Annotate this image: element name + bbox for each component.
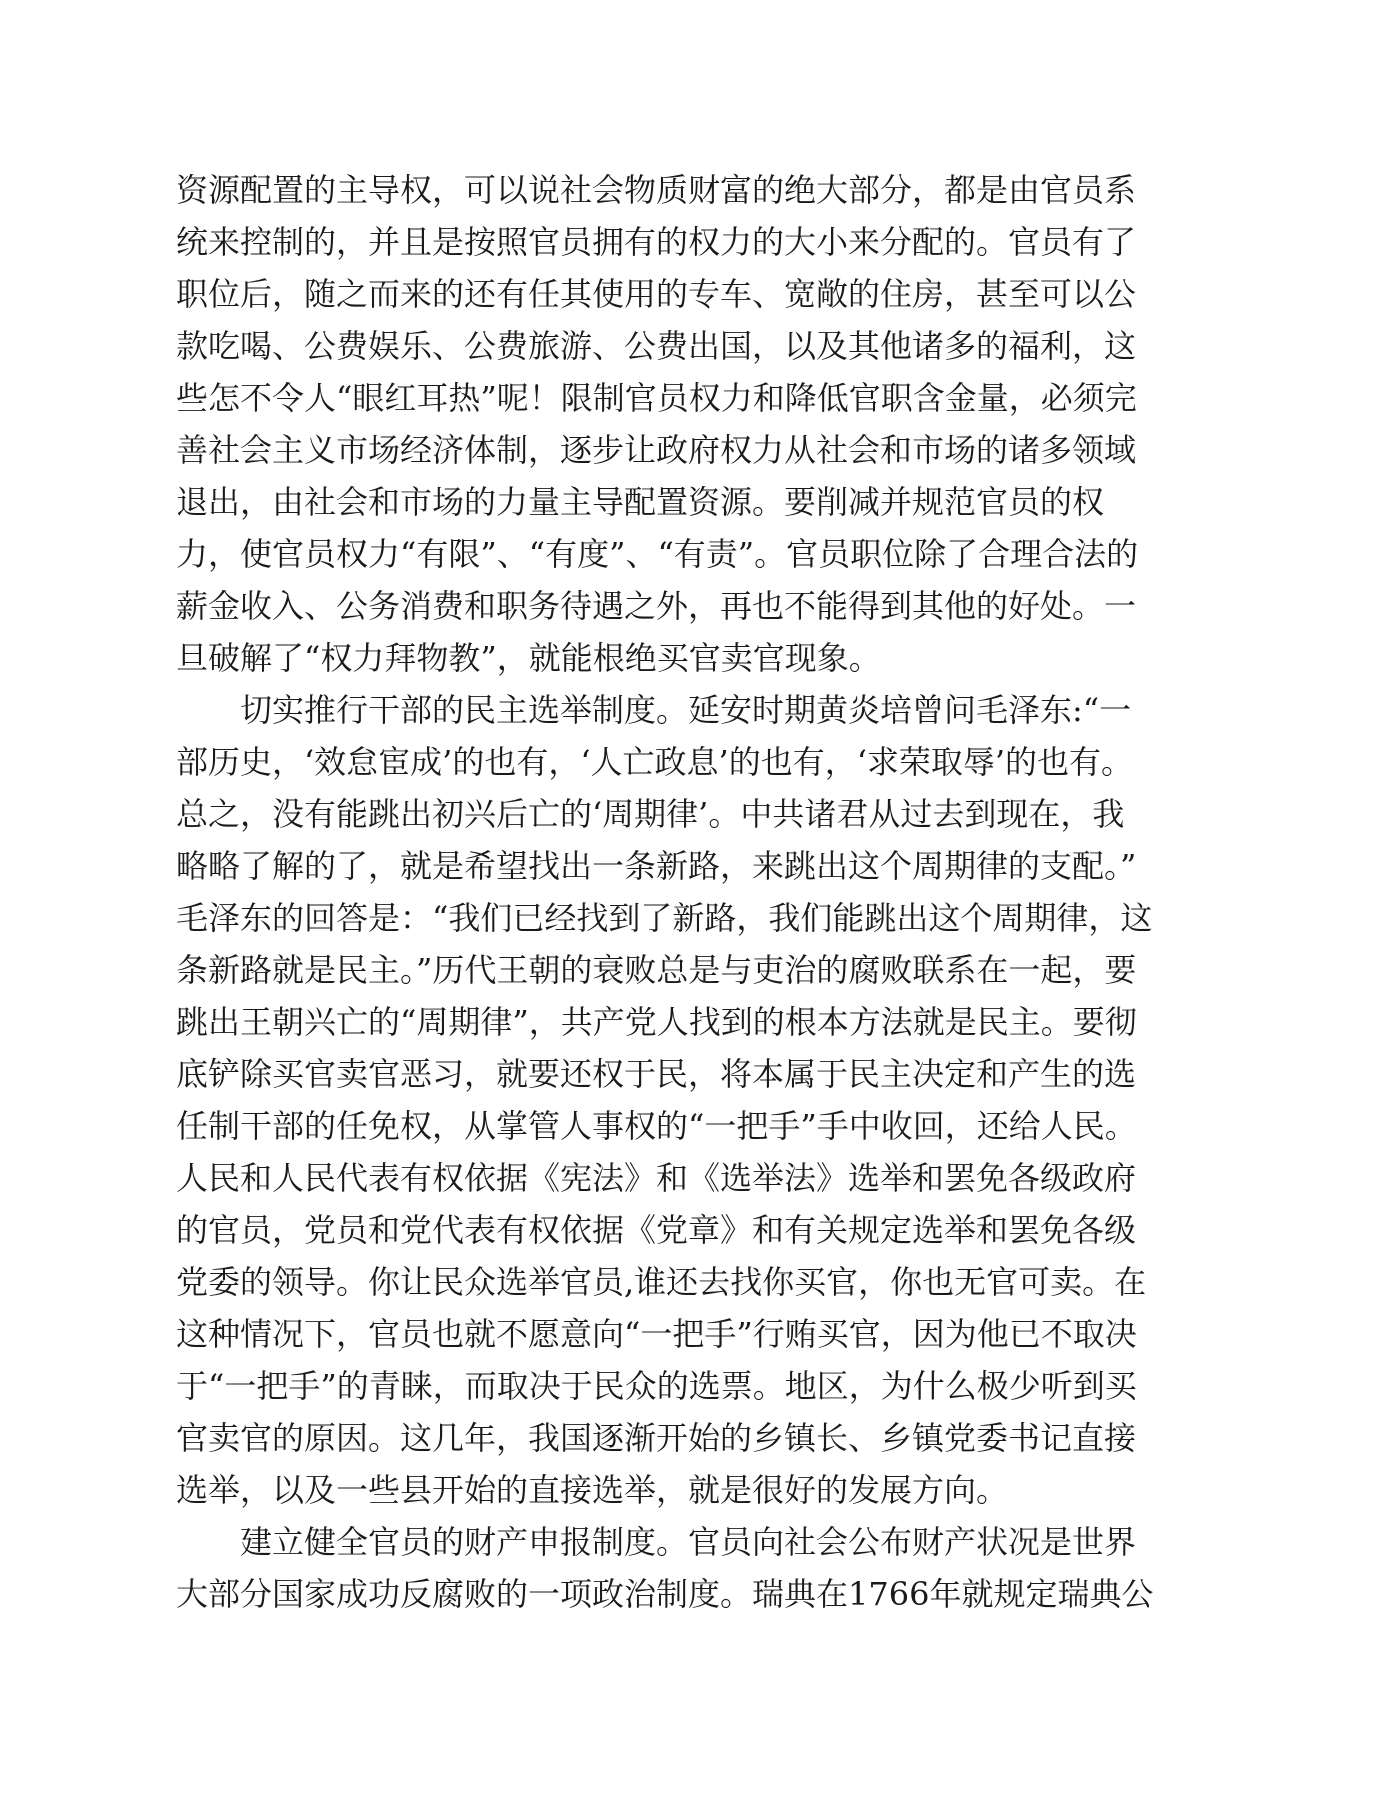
text-line: 旦破解了“权力拜物教”，就能根绝买官卖官现象。 <box>176 639 881 677</box>
text-line: 任制干部的任免权，从掌管人事权的“一把手”手中收回，还给人民。 <box>176 1107 1137 1145</box>
text-line: 部历史，‘效怠宦成’的也有，‘人亡政息’的也有，‘求荣取辱’的也有。 <box>176 743 1134 781</box>
text-line: 跳出王朝兴亡的“周期律”，共产党人找到的根本方法就是民主。要彻 <box>176 1003 1137 1041</box>
text-line: 资源配置的主导权，可以说社会物质财富的绝大部分，都是由官员系 <box>176 171 1137 209</box>
text-line: 毛泽东的回答是：“我们已经找到了新路，我们能跳出这个周期律，这 <box>176 899 1153 937</box>
text-line: 官卖官的原因。这几年，我国逐渐开始的乡镇长、乡镇党委书记直接 <box>176 1419 1137 1457</box>
text-line: 略略了解的了，就是希望找出一条新路，来跳出这个周期律的支配。” <box>176 847 1137 885</box>
text-line: 薪金收入、公务消费和职务待遇之外，再也不能得到其他的好处。一 <box>176 587 1137 625</box>
text-line: 党委的领导。你让民众选举官员,谁还去找你买官，你也无官可卖。在 <box>176 1263 1147 1301</box>
text-line: 职位后，随之而来的还有任其使用的专车、宽敞的住房，甚至可以公 <box>176 275 1137 313</box>
text-line: 底铲除买官卖官恶习，就要还权于民，将本属于民主决定和产生的选 <box>176 1055 1137 1093</box>
body-text <box>176 164 1216 1620</box>
text-line: 款吃喝、公费娱乐、公费旅游、公费出国，以及其他诸多的福利，这 <box>176 327 1137 365</box>
text-line: 统来控制的，并且是按照官员拥有的权力的大小来分配的。官员有了 <box>176 223 1137 261</box>
text-line: 大部分国家成功反腐败的一项政治制度。瑞典在1766年就规定瑞典公 <box>176 1575 1154 1613</box>
text-line: 建立健全官员的财产申报制度。官员向社会公布财产状况是世界 <box>240 1523 1137 1561</box>
text-line: 选举，以及一些县开始的直接选举，就是很好的发展方向。 <box>176 1471 1009 1509</box>
text-line: 的官员，党员和党代表有权依据《党章》和有关规定选举和罢免各级 <box>176 1211 1137 1249</box>
text-line: 于“一把手”的青睐，而取决于民众的选票。地区，为什么极少听到买 <box>176 1367 1137 1405</box>
text-line: 退出，由社会和市场的力量主导配置资源。要削减并规范官员的权 <box>176 483 1105 521</box>
text-line: 总之，没有能跳出初兴后亡的‘周期律’。中共诸君从过去到现在，我 <box>176 795 1125 833</box>
text-line: 人民和人民代表有权依据《宪法》和《选举法》选举和罢免各级政府 <box>176 1159 1137 1197</box>
text-line: 条新路就是民主。”历代王朝的衰败总是与吏治的腐败联系在一起，要 <box>176 951 1137 989</box>
text-line: 善社会主义市场经济体制，逐步让政府权力从社会和市场的诸多领域 <box>176 431 1137 469</box>
text-line: 些怎不令人“眼红耳热”呢！限制官员权力和降低官职含金量，必须完 <box>176 379 1137 417</box>
text-line: 这种情况下，官员也就不愿意向“一把手”行贿买官，因为他已不取决 <box>176 1315 1137 1353</box>
text-line: 切实推行干部的民主选举制度。延安时期黄炎培曾问毛泽东:“一 <box>240 691 1132 729</box>
text-line: 力，使官员权力“有限”、“有度”、“有责”。官员职位除了合理合法的 <box>176 535 1139 573</box>
